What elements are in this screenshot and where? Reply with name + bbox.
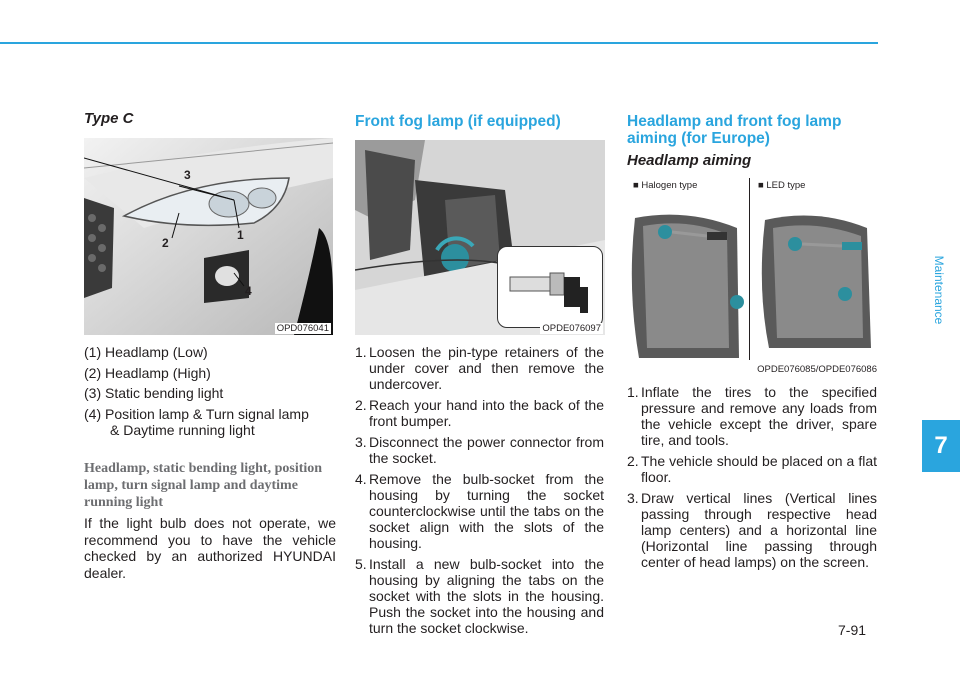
figure-code: OPDE076085/OPDE076086 bbox=[757, 364, 877, 375]
aiming-heading-line1: Headlamp and front fog lamp bbox=[627, 113, 842, 130]
bulb-paragraph: If the light bulb does not operate, we recommend you to have the vehicle checked by an authorized HYUNDAI dealer. bbox=[84, 515, 336, 581]
callout-3: 3 bbox=[184, 168, 191, 182]
aiming-illustration bbox=[627, 198, 877, 378]
step-item: 5. Install a new bulb-socket into the housing by aligning the tabs on the socket with the slots in the housing. Push the socket into the housing and turn the socket clockwise. bbox=[355, 556, 604, 636]
callout-2: 2 bbox=[162, 236, 169, 250]
callout-4: 4 bbox=[245, 284, 252, 298]
fog-lamp-steps bbox=[355, 344, 604, 641]
step-item: 4. Remove the bulb-socket from the housing by turning the socket counterclockwise until the tabs on the socket align with the slots of the housing. bbox=[355, 471, 604, 551]
section-label: Maintenance bbox=[932, 255, 946, 325]
figure-code: OPD076041 bbox=[276, 323, 329, 334]
headlamp-illustration bbox=[84, 138, 333, 335]
aiming-steps bbox=[627, 384, 877, 575]
figure-code: OPDE076097 bbox=[542, 323, 601, 334]
part-list bbox=[84, 344, 336, 439]
page-number: 7-91 bbox=[838, 622, 867, 638]
bulb-socket-icon bbox=[498, 247, 602, 327]
step-item: 3. Disconnect the power connector from the socket. bbox=[355, 434, 604, 466]
fog-lamp-figure bbox=[355, 140, 605, 335]
type-c-heading: Type C bbox=[84, 110, 134, 127]
top-rule bbox=[0, 42, 878, 44]
headlamp-figure bbox=[84, 138, 333, 335]
part-item: (3) Static bending light bbox=[84, 385, 224, 401]
led-legend: ■ LED type bbox=[758, 180, 806, 191]
part-item: (2) Headlamp (High) bbox=[84, 364, 211, 381]
step-item: 2. The vehicle should be placed on a flat floor. bbox=[627, 453, 877, 485]
callout-1: 1 bbox=[237, 228, 244, 242]
aiming-figure bbox=[627, 178, 877, 378]
bulb-subheading: Headlamp, static bending light, position lamp, turn signal lamp and daytime running light bbox=[84, 461, 323, 510]
part-item: & Daytime running light bbox=[110, 422, 255, 438]
step-item: 3. Draw vertical lines (Vertical lines passing through respective head lamp centers) and a horizontal line (Horizontal line passing through center of head lamps) on the screen. bbox=[627, 490, 877, 570]
halogen-legend: ■ Halogen type bbox=[633, 180, 698, 191]
step-item: 1. Loosen the pin-type retainers of the under cover and then remove the undercover. bbox=[355, 344, 604, 392]
bulb-inset bbox=[497, 246, 603, 328]
aiming-heading-line2: aiming (for Europe) bbox=[627, 130, 770, 147]
headlamp-aiming-subheading: Headlamp aiming bbox=[627, 152, 752, 169]
step-item: 1. Inflate the tires to the specified pressure and remove any loads from the vehicle except the driver, spare tire, and tools. bbox=[627, 384, 877, 448]
step-item: 2. Reach your hand into the back of the front bumper. bbox=[355, 397, 604, 429]
part-item: (4) Position lamp & Turn signal lamp bbox=[84, 405, 309, 422]
chapter-tab: 7 bbox=[922, 420, 960, 472]
aiming-heading bbox=[627, 113, 887, 147]
part-item: (1) Headlamp (Low) bbox=[84, 344, 208, 360]
fog-lamp-heading: Front fog lamp (if equipped) bbox=[355, 113, 561, 130]
